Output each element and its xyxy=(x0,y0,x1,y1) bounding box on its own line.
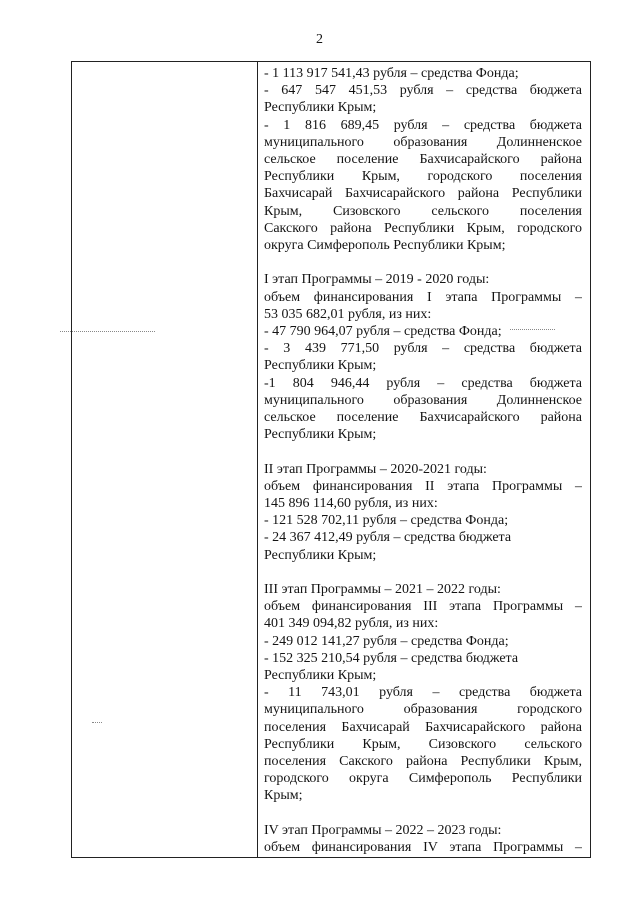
text-line: - 1 816 689,45 рубля – средства бюджета xyxy=(264,117,582,133)
text-line: сельское поселение Бахчисарайского района xyxy=(264,152,582,168)
text-line: IV этап Программы – 2022 – 2023 годы: xyxy=(264,822,502,838)
text-line: 401 349 094,82 рубля, из них: xyxy=(264,616,439,632)
text-line: III этап Программы – 2021 – 2022 годы: xyxy=(264,582,501,598)
text-line: -1 804 946,44 рубля – средства бюджета xyxy=(264,375,582,391)
text-line: - 647 547 451,53 рубля – средства бюджета xyxy=(264,83,582,99)
text-line: Крым; xyxy=(264,788,303,804)
scan-artifact-line xyxy=(92,722,102,723)
text-line: поселения Бахчисарай Бахчисарайского района xyxy=(264,719,582,735)
text-line: округа Симферополь Республики Крым; xyxy=(264,238,506,254)
text-line: Республики Крым, городского поселения xyxy=(264,169,582,185)
text-line: I этап Программы – 2019 - 2020 годы: xyxy=(264,272,490,288)
text-line: Республики Крым; xyxy=(264,668,377,684)
text-line: Республики Крым, Сизовского сельского xyxy=(264,736,582,752)
paragraph-spacer xyxy=(264,443,582,460)
text-line: - 152 325 210,54 рубля – средства бюджета xyxy=(264,650,519,666)
program-funding-table xyxy=(71,61,591,858)
text-line: городского округа Симферополь Республики xyxy=(264,771,582,787)
column-divider xyxy=(257,62,258,857)
text-line: II этап Программы – 2020-2021 годы: xyxy=(264,461,487,477)
text-line: - 121 528 702,11 рубля – средства Фонда; xyxy=(264,513,509,529)
funding-description-cell xyxy=(264,65,582,856)
text-line: Республики Крым; xyxy=(264,358,377,374)
text-line: муниципального образования городского xyxy=(264,702,582,718)
text-line: Республики Крым; xyxy=(264,427,377,443)
text-line: - 24 367 412,49 рубля – средства бюджета xyxy=(264,530,512,546)
text-line: - 249 012 141,27 рубля – средства Фонда; xyxy=(264,633,509,649)
text-line: 53 035 682,01 рубля, из них: xyxy=(264,306,432,322)
text-line: Республики Крым; xyxy=(264,547,377,563)
paragraph-spacer xyxy=(264,564,582,581)
text-line: объем финансирования I этапа Программы – xyxy=(264,289,582,305)
text-line: поселения Сакского района Республики Крым, xyxy=(264,754,582,770)
paragraph-spacer xyxy=(264,805,582,822)
text-line: - 11 743,01 рубля – средства бюджета xyxy=(264,685,582,701)
text-line: муниципального образования Долинненское xyxy=(264,392,582,408)
text-line: - 1 113 917 541,43 рубля – средства Фонда; xyxy=(264,66,519,81)
text-line: объем финансирования III этапа Программы – xyxy=(264,599,582,615)
text-line: объем финансирования IV этапа Программы – xyxy=(264,840,582,856)
text-line: 145 896 114,60 рубля, из них: xyxy=(264,496,438,512)
paragraph-spacer xyxy=(264,254,582,271)
text-line: Республики Крым; xyxy=(264,100,377,116)
text-line: - 47 790 964,07 рубля – средства Фонда; xyxy=(264,324,502,340)
text-line: - 3 439 771,50 рубля – средства бюджета xyxy=(264,341,582,357)
scan-artifact-line xyxy=(510,329,555,330)
text-line: объем финансирования II этапа Программы – xyxy=(264,478,582,494)
text-line: Сакского района Республики Крым, городского xyxy=(264,220,582,236)
text-line: Крым, Сизовского сельского поселения xyxy=(264,203,582,219)
text-line: Бахчисарай Бахчисарайского района Республики xyxy=(264,186,582,202)
page-number: 2 xyxy=(316,32,323,47)
text-line: муниципального образования Долинненское xyxy=(264,134,582,150)
scan-artifact-line xyxy=(60,331,155,332)
text-line: сельское поселение Бахчисарайского района xyxy=(264,410,582,426)
